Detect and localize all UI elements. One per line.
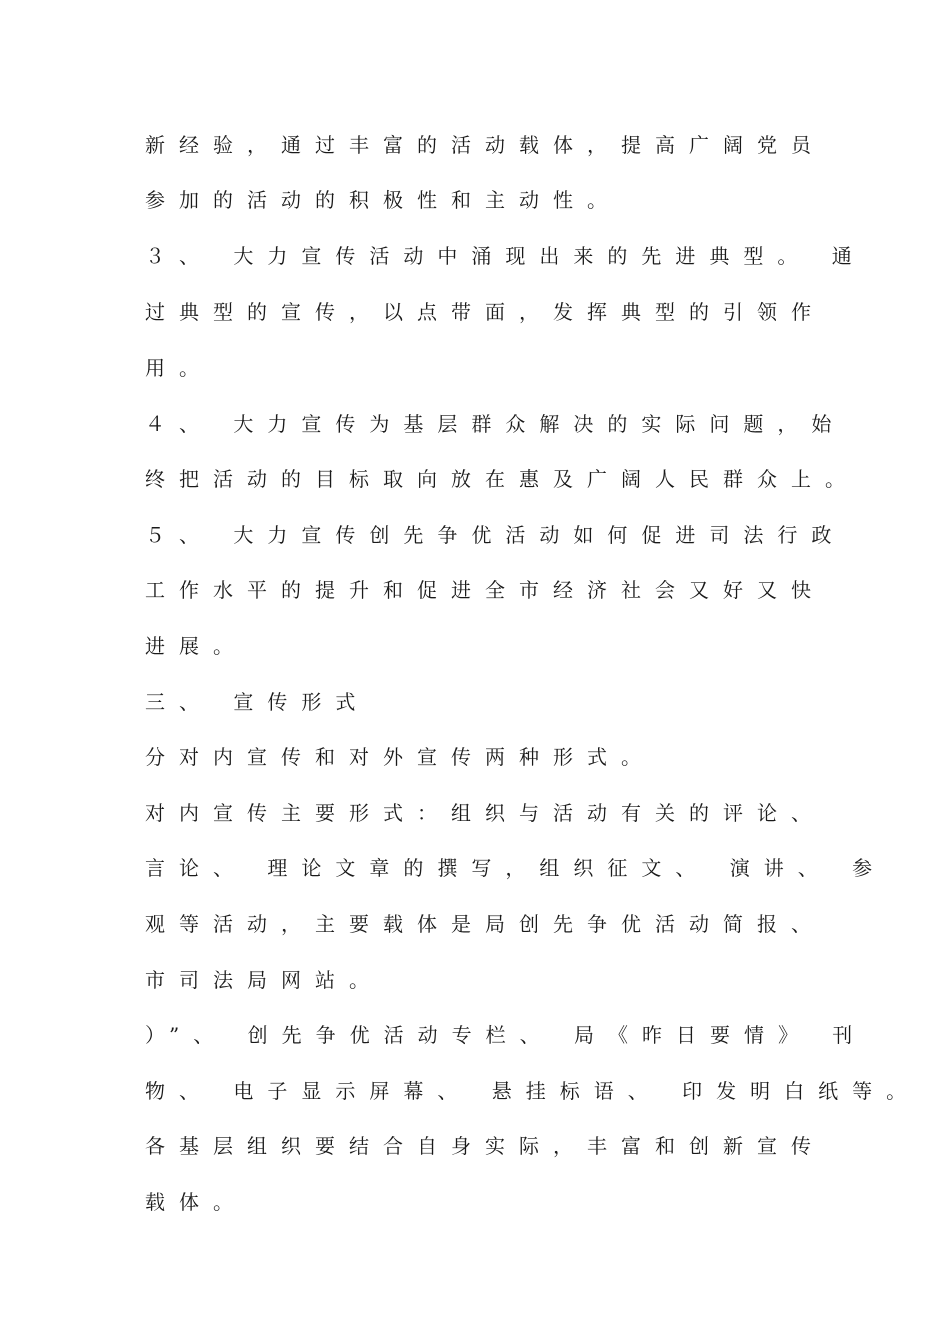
text-line: 各基层组织要结合自身实际，丰富和创新宣传: [145, 1134, 825, 1158]
text-line: ４、 大力宣传为基层群众解决的实际问题，始: [145, 412, 846, 436]
text-line: 新经验，通过丰富的活动载体，提高广阔党员: [145, 133, 825, 157]
text-line: 进展。: [145, 634, 247, 658]
text-line: 言论、 理论文章的撰写，组织征文、 演讲、 参: [145, 856, 887, 880]
text-line: ５、 大力宣传创先争优活动如何促进司法行政: [145, 523, 846, 547]
text-line: 载体。: [145, 1190, 247, 1214]
text-line: 市司法局网站。: [145, 968, 383, 992]
text-line: 分对内宣传和对外宣传两种形式。: [145, 745, 655, 769]
text-line: 终把活动的目标取向放在惠及广阔人民群众上。: [145, 467, 859, 491]
text-line: 用。: [145, 356, 213, 380]
text-line: 参加的活动的积极性和主动性。: [145, 188, 621, 212]
text-line: 物、 电子显示屏幕、 悬挂标语、 印发明白纸等。: [145, 1079, 921, 1103]
section-heading: 三、 宣传形式: [145, 690, 370, 714]
text-line: ３、 大力宣传活动中涌现出来的先进典型。 通: [145, 244, 866, 268]
text-line: 过典型的宣传，以点带面，发挥典型的引领作: [145, 300, 825, 324]
text-line: 观等活动，主要载体是局创先争优活动简报、: [145, 912, 825, 936]
text-line: 工作水平的提升和促进全市经济社会又好又快: [145, 578, 825, 602]
text-line: ）”、 创先争优活动专栏、 局《昨日要情》 刊: [145, 1023, 867, 1047]
text-line: 对内宣传主要形式：组织与活动有关的评论、: [145, 801, 825, 825]
